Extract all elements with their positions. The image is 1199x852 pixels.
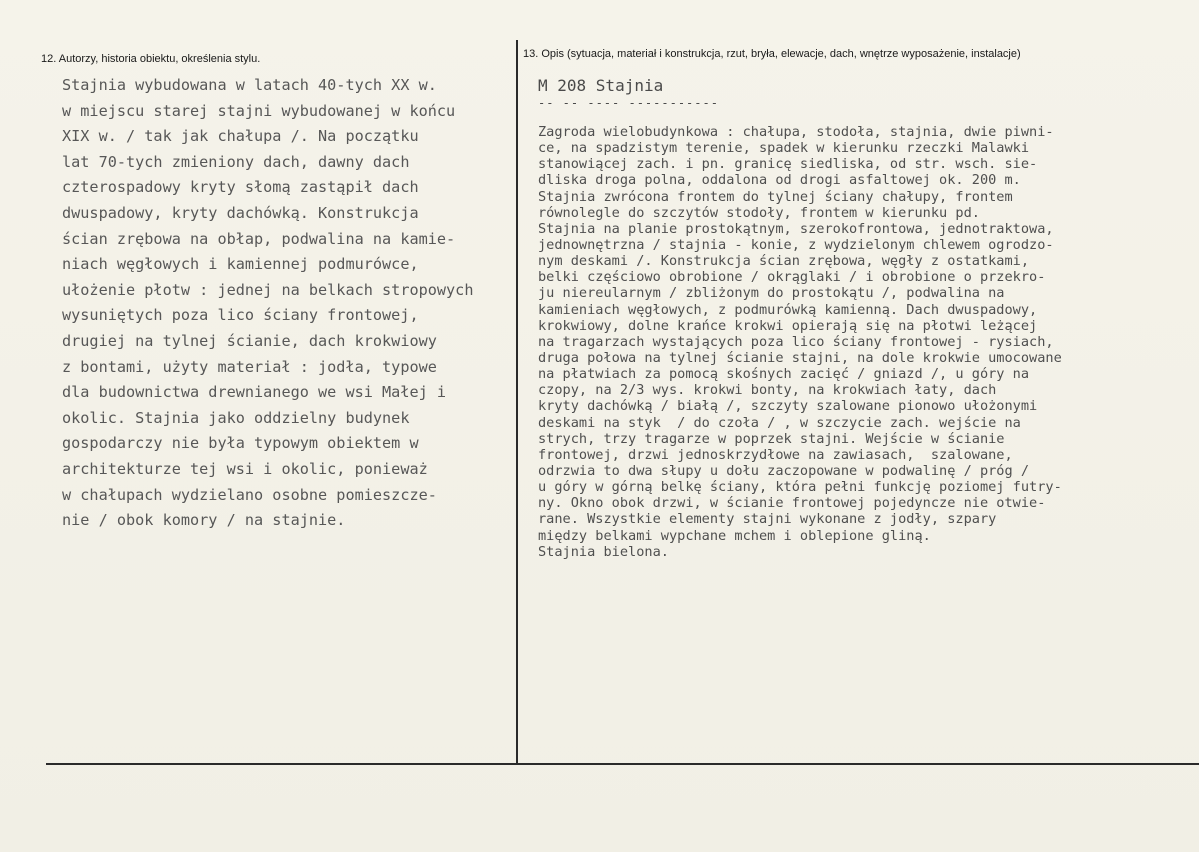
- text-line: odrzwia to dwa słupy u dołu zaczopowane w podwalinę / próg /: [538, 462, 1030, 479]
- section-12-header: 12. Autorzy, historia obiektu, określenia stylu.: [41, 53, 261, 65]
- text-line: kamieniach węgłowych, z podmurówką kamienną. Dach dwuspadowy,: [538, 301, 1038, 318]
- text-line: niach węgłowych i kamiennej podmurówce,: [62, 255, 419, 274]
- text-line: w chałupach wydzielano osobne pomieszcze-: [62, 485, 437, 504]
- text-line: Stajnia na planie prostokątnym, szerokofrontowa, jednotraktowa,: [538, 220, 1054, 237]
- text-line: ju niereularnym / zbliżonym do prostokątu /, podwalina na: [538, 285, 1005, 302]
- text-line: drugiej na tylnej ścianie, dach krokwiowy: [62, 331, 437, 350]
- text-line: Zagroda wielobudynkowa : chałupa, stodoła, stajnia, dwie piwni-: [538, 124, 1054, 140]
- text-line: nie / obok komory / na stajnie.: [62, 511, 346, 530]
- text-line: druga połowa na tylnej ścianie stajni, na dole krokwie umocowane: [538, 349, 1062, 366]
- text-line: ścian zrębowa na obłap, podwalina na kamie-: [62, 229, 456, 248]
- text-line: kryty dachówką / białą /, szczyty szalowane pionowo ułożonymi: [538, 398, 1038, 415]
- text-line: Stajnia zwrócona frontem do tylnej ściany chałupy, frontem: [538, 188, 1013, 205]
- text-line: Stajnia wybudowana w latach 40-tych XX w.: [62, 76, 437, 94]
- text-line: krokwiowy, dolne krańce krokwi opierają się na płotwi leżącej: [538, 317, 1038, 334]
- text-line: ce, na spadzistym terenie, spadek w kierunku rzeczki Malawki: [538, 140, 1030, 157]
- column-divider: [516, 40, 518, 764]
- text-line: równolegle do szczytów stodoły, frontem w kierunku pd.: [538, 204, 980, 221]
- text-line: stanowiącej zach. i pn. granicę siedliska, od str. wsch. sie-: [538, 156, 1038, 173]
- text-line: czterospadowy kryty słomą zastąpił dach: [62, 178, 419, 197]
- text-line: ny. Okno obok drzwi, w ścianie frontowej pojedyncze nie otwie-: [538, 495, 1046, 512]
- text-line: na płatwiach za pomocą skośnych zacięć / gniazd /, u góry na: [538, 366, 1030, 383]
- text-line: z bontami, użyty materiał : jodła, typowe: [62, 357, 437, 376]
- text-line: belki częściowo obrobione / okrąglaki / i obrobione o przekro-: [538, 269, 1046, 286]
- text-line: architekturze tej wsi i okolic, ponieważ: [62, 459, 428, 478]
- section-13-header: 13. Opis (sytuacja, materiał i konstrukcja, rzut, bryła, elewacje, dach, wnętrze wyposażenie, instalacje): [523, 48, 1021, 60]
- bottom-rule: [46, 763, 1199, 765]
- text-line: gospodarczy nie była typowym obiektem w: [62, 434, 419, 453]
- text-line: okolic. Stajnia jako oddzielny budynek: [62, 408, 410, 427]
- text-line: w miejscu starej stajni wybudowanej w końcu: [62, 101, 456, 120]
- text-line: nym deskami /. Konstrukcja ścian zrębowa, węgły z ostatkami,: [538, 253, 1030, 270]
- text-line: między belkami wypchane mchem i oblepione gliną.: [538, 527, 931, 544]
- text-line: czopy, na 2/3 wys. krokwi bonty, na krokwiach łaty, dach: [538, 382, 997, 399]
- text-line: deskami na styk / do czoła / , w szczycie zach. wejście na: [538, 414, 1021, 431]
- text-line: XIX w. / tak jak chałupa /. Na początku: [62, 127, 419, 146]
- text-line: na tragarzach wystających poza lico ściany frontowej - rysiach,: [538, 333, 1054, 350]
- object-signature: M 208 Stajnia: [538, 76, 664, 95]
- text-line: dla budownictwa drewnianego we wsi Małej i: [62, 383, 447, 402]
- text-line: ułożenie płotw : jednej na belkach stropowych: [62, 280, 474, 299]
- text-line: lat 70-tych zmieniony dach, dawny dach: [62, 152, 410, 171]
- text-line: frontowej, drzwi jednoskrzydłowe na zawiasach, szalowane,: [538, 446, 1013, 463]
- text-line: strych, trzy tragarze w poprzek stajni. Wejście w ścianie: [538, 430, 1005, 447]
- signature-underline: -- -- ---- -----------: [538, 96, 719, 110]
- text-line: wysuniętych poza lico ściany frontowej,: [62, 306, 419, 325]
- text-line: dwuspadowy, kryty dachówką. Konstrukcja: [62, 203, 419, 222]
- text-line: Stajnia bielona.: [538, 543, 669, 560]
- text-line: jednownętrzna / stajnia - konie, z wydzielonym chlewem ogrodzo-: [538, 236, 1054, 253]
- text-line: dliska droga polna, oddalona od drogi asfaltowej ok. 200 m.: [538, 172, 1021, 189]
- history-text: [62, 73, 514, 534]
- description-text: [538, 124, 1198, 560]
- text-line: rane. Wszystkie elementy stajni wykonane z jodły, szpary: [538, 511, 997, 528]
- text-line: u góry w górną belkę ściany, która pełni funkcję poziomej futry-: [538, 479, 1062, 496]
